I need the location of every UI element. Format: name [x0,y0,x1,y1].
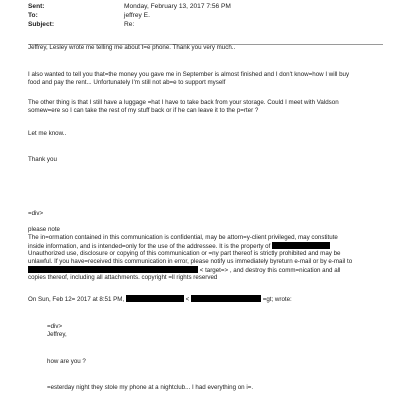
notice-please-note: please note [28,226,60,233]
quote-div-tag: =div> [47,323,63,330]
subject-label: Subject: [28,21,55,28]
redaction-box [272,242,330,249]
quote-lt: < [185,296,190,303]
redaction-box [126,295,184,302]
body-let-me-know: Let me know.. [28,130,67,137]
notice-line-1: The in=ormation contained in this communication is confidential, may be attorn=y-client privileged, may constitute [28,234,338,241]
to-label: To: [28,12,38,19]
quote-attribution [28,295,292,305]
notice-line-5-text: < target=> , and destroy this comm=nication and all [199,267,341,274]
body-para-luggage-1: The other thing is that I still have a luggage =hat I have to take back from your storage. Could I meet with Valdson [28,99,339,106]
notice-line-3: Unauthorized use, disclosure or copying of this communication or =ny part thereof is strictly prohibited and may be [28,250,341,257]
notice-line-6: copies thereof, including all attachments. copyright =ll rights reserved [28,274,218,281]
redaction-box [191,295,261,302]
notice-line-2-text: inside information, and is intended=only for the use of the addressee. It is the property of [28,243,271,250]
to-value: jeffrey E. [124,12,150,19]
body-div-tag: =div> [28,210,44,217]
sent-value: Monday, February 13, 2017 7:56 PM [124,3,231,10]
quote-how-are-you: how are you ? [47,358,86,365]
body-thank-you: Thank you [28,156,57,163]
subject-value: Re: [124,21,135,28]
quote-date: On Sun, Feb 12= 2017 at 8:51 PM, [28,296,125,303]
body-para-money-1: I also wanted to tell you that=the money you gave me in September is almost finished and I don't know=how I will buy [28,71,350,78]
body-para-luggage-2: somew=ere so I can take the rest of my stuff back or if he can leave it to the p=rter ? [28,107,259,114]
quote-wrote: =gt; wrote: [262,296,292,303]
quote-yesterday: =esterday night they stole my phone at a nightclub... I had everything on i=. [47,384,254,391]
notice-line-4: unlawful. If you have=received this communication in error, please notify us immediately byreturn e-mail or by e-mail to [28,258,353,265]
sent-label: Sent: [28,3,45,10]
quote-greeting: Jeffrey, [47,331,67,338]
redaction-box [28,266,198,273]
body-para-money-2: food and pay the rent... Unfortunately I'm still not ab=e to support myself [28,79,226,86]
body-line-intro: Jeffrey, Lesley wrote me telling me about t=e phone. Thank you very much.. [28,44,236,51]
